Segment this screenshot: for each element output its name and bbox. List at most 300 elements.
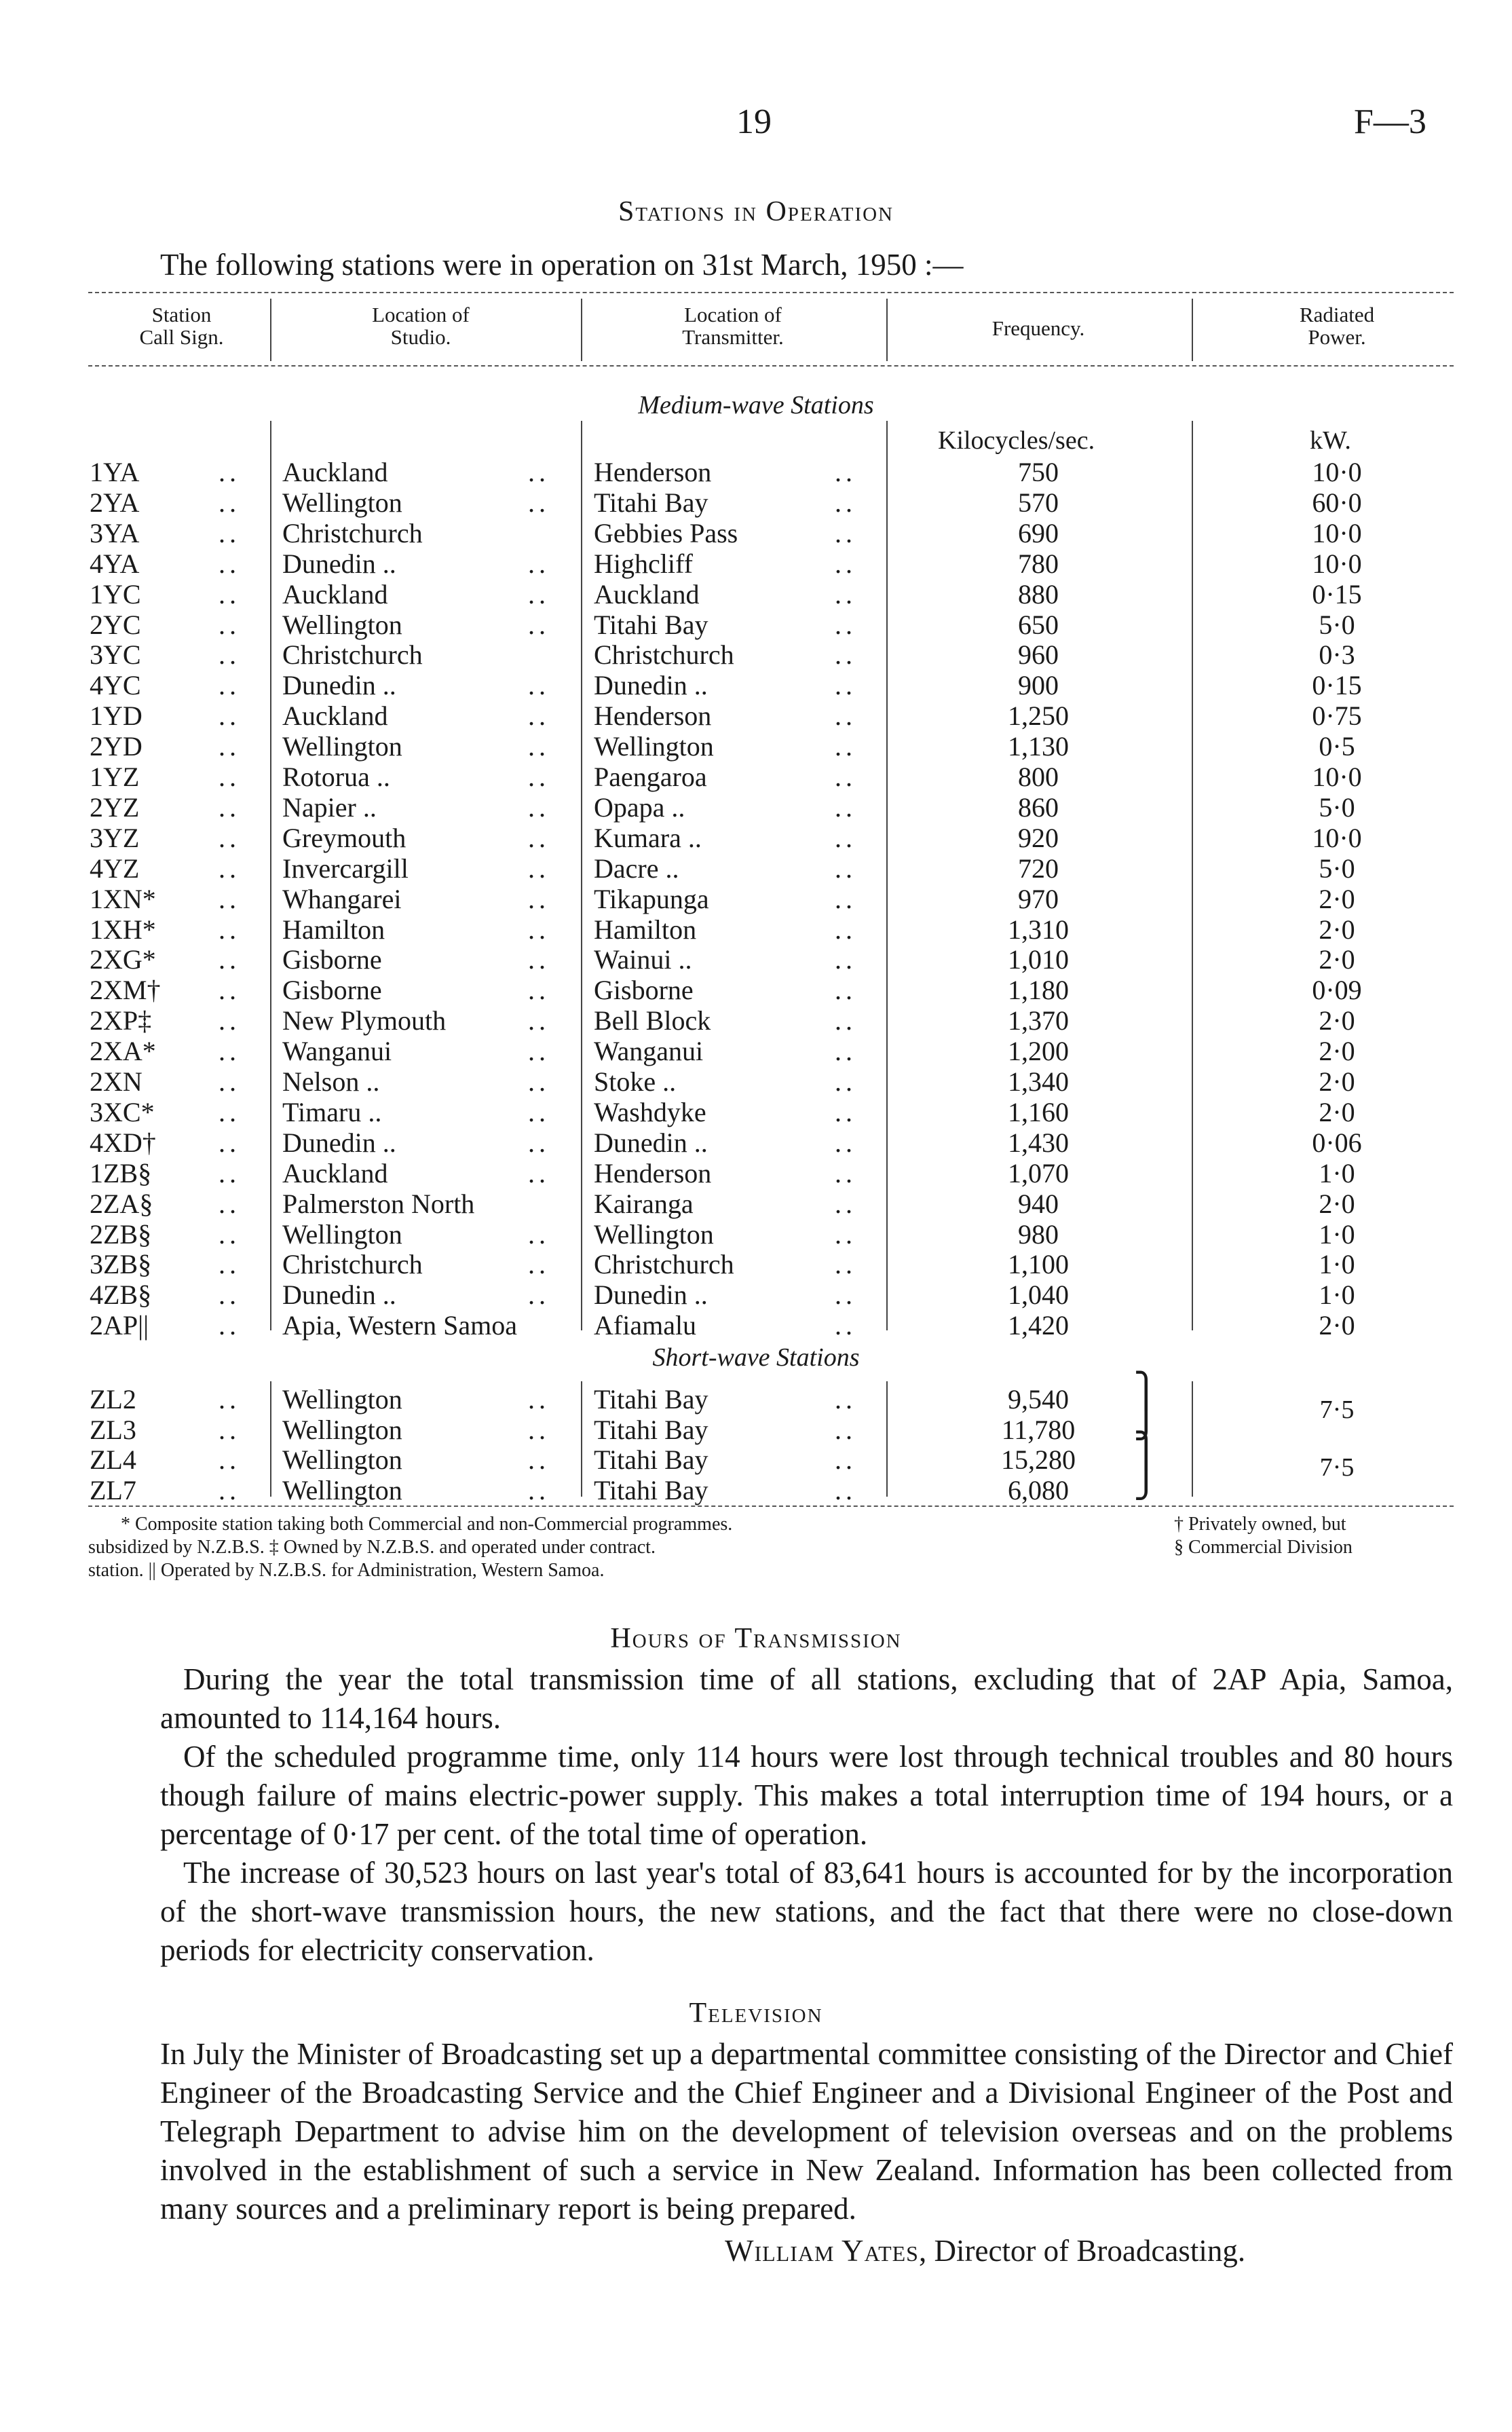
studio-location: Wellington xyxy=(282,1414,402,1445)
footnote-line: * Composite station taking both Commercial and non-Commercial programmes. xyxy=(121,1514,733,1535)
col-divider xyxy=(270,299,271,361)
table-bottom-rule xyxy=(88,1505,1454,1507)
frequency-value: 900 xyxy=(1018,670,1059,701)
studio-location: New Plymouth xyxy=(282,1005,447,1036)
transmitter-location: Henderson xyxy=(594,700,712,732)
leader-dots: .. xyxy=(528,731,550,762)
leader-dots: .. xyxy=(219,700,240,732)
leader-dots: .. xyxy=(835,1279,856,1311)
call-sign: ZL7 xyxy=(90,1474,136,1505)
leader-dots: .. xyxy=(528,1474,550,1505)
power-value: 0·3 xyxy=(1319,639,1355,671)
table-row xyxy=(0,1066,1512,1096)
frequency-value: 750 xyxy=(1018,457,1059,487)
leader-dots: .. xyxy=(835,1005,856,1036)
leader-dots: .. xyxy=(219,853,240,884)
call-sign: 1YA xyxy=(90,457,140,487)
col-header-transmitter-line2: Transmitter. xyxy=(682,324,784,349)
studio-location: Wanganui xyxy=(282,1036,392,1067)
leader-dots: .. xyxy=(528,609,550,640)
table-row xyxy=(0,730,1512,760)
leader-dots: .. xyxy=(528,548,550,579)
studio-location: Auckland xyxy=(282,1157,388,1189)
frequency-value: 570 xyxy=(1018,487,1059,518)
transmitter-location: Gebbies Pass xyxy=(594,517,738,548)
signature xyxy=(725,2233,1245,2268)
table-row xyxy=(0,974,1512,1004)
transmitter-location: Titahi Bay xyxy=(594,1474,708,1505)
leader-dots: .. xyxy=(219,1384,240,1415)
leader-dots: .. xyxy=(528,457,550,487)
hours-title: Hours of Transmission xyxy=(610,1623,902,1654)
table-row xyxy=(0,578,1512,608)
transmitter-location: Opapa .. xyxy=(594,791,685,823)
table-row xyxy=(0,548,1512,578)
brace-lower: ⎫ ⎭ xyxy=(1133,1432,1159,1499)
table-row xyxy=(0,1309,1512,1339)
transmitter-location: Dunedin .. xyxy=(594,670,708,701)
signature-title: , Director of Broadcasting. xyxy=(918,2234,1246,2268)
power-value: 10·0 xyxy=(1312,822,1362,853)
table-row xyxy=(0,456,1512,486)
studio-location: Whangarei xyxy=(282,883,402,914)
col-header-studio-line1: Location of xyxy=(372,303,470,326)
leader-dots: .. xyxy=(219,822,240,853)
call-sign: 3YZ xyxy=(90,822,140,853)
leader-dots: .. xyxy=(835,1127,856,1158)
footnote-line: † Privately owned, but xyxy=(1174,1514,1346,1535)
leader-dots: .. xyxy=(835,853,856,884)
col-divider xyxy=(886,299,888,361)
leader-dots: .. xyxy=(835,1474,856,1505)
col-header-power-line1: Radiated xyxy=(1299,303,1375,326)
leader-dots: .. xyxy=(835,1414,856,1445)
leader-dots: .. xyxy=(219,791,240,823)
call-sign: 3YA xyxy=(90,517,140,548)
power-value: 10·0 xyxy=(1312,548,1362,579)
leader-dots: .. xyxy=(835,822,856,853)
call-sign: 4XD† xyxy=(90,1127,156,1158)
power-value: 2·0 xyxy=(1319,1310,1355,1341)
frequency-value: 6,080 xyxy=(1008,1474,1069,1505)
frequency-value: 1,250 xyxy=(1008,700,1069,732)
transmitter-location: Titahi Bay xyxy=(594,1414,708,1445)
table-row xyxy=(0,761,1512,791)
frequency-value: 940 xyxy=(1018,1188,1059,1219)
call-sign: ZL3 xyxy=(90,1414,136,1445)
call-sign: 1YZ xyxy=(90,762,140,792)
call-sign: 2YA xyxy=(90,487,140,518)
table-row xyxy=(0,1035,1512,1065)
power-value: 1·0 xyxy=(1319,1218,1355,1250)
leader-dots: .. xyxy=(219,487,240,518)
leader-dots: .. xyxy=(219,548,240,579)
leader-dots: .. xyxy=(835,791,856,823)
leader-dots: .. xyxy=(835,1188,856,1219)
call-sign: 2YC xyxy=(90,609,141,640)
table-row xyxy=(0,517,1512,547)
leader-dots: .. xyxy=(219,914,240,945)
leader-dots: .. xyxy=(528,1249,550,1280)
frequency-value: 780 xyxy=(1018,548,1059,579)
leader-dots: .. xyxy=(528,944,550,975)
leader-dots: .. xyxy=(219,944,240,975)
leader-dots: .. xyxy=(835,762,856,792)
footnote-line: § Commercial Division xyxy=(1174,1537,1353,1558)
power-value: 2·0 xyxy=(1319,1036,1355,1067)
studio-location: Wellington xyxy=(282,1218,402,1250)
power-value: 1·0 xyxy=(1319,1279,1355,1311)
studio-location: Invercargill xyxy=(282,853,409,884)
transmitter-location: Afiamalu xyxy=(594,1310,697,1341)
power-value: 1·0 xyxy=(1319,1157,1355,1189)
medium-wave-label: Medium-wave Stations xyxy=(638,391,874,419)
leader-dots: .. xyxy=(219,1218,240,1250)
frequency-value: 1,200 xyxy=(1008,1036,1069,1067)
leader-dots: .. xyxy=(219,670,240,701)
leader-dots: .. xyxy=(528,1127,550,1158)
studio-location: Auckland xyxy=(282,457,388,487)
leader-dots: .. xyxy=(835,1384,856,1415)
leader-dots: .. xyxy=(219,1157,240,1189)
studio-location: Wellington xyxy=(282,1444,402,1475)
brace-upper: ⎫ ⎭ xyxy=(1133,1372,1159,1440)
television-body xyxy=(160,2035,1453,2228)
frequency-value: 800 xyxy=(1018,762,1059,792)
transmitter-location: Wellington xyxy=(594,731,714,762)
leader-dots: .. xyxy=(219,1066,240,1097)
leader-dots: .. xyxy=(835,639,856,671)
frequency-value: 960 xyxy=(1018,639,1059,671)
transmitter-location: Wanganui xyxy=(594,1036,704,1067)
leader-dots: .. xyxy=(835,1066,856,1097)
transmitter-location: Kairanga xyxy=(594,1188,694,1219)
leader-dots: .. xyxy=(528,487,550,518)
leader-dots: .. xyxy=(219,1005,240,1036)
frequency-value: 860 xyxy=(1018,791,1059,823)
call-sign: ZL4 xyxy=(90,1444,136,1475)
studio-location: Rotorua .. xyxy=(282,762,390,792)
leader-dots: .. xyxy=(835,487,856,518)
leader-dots: .. xyxy=(219,517,240,548)
frequency-value: 9,540 xyxy=(1008,1384,1069,1415)
studio-location: Dunedin .. xyxy=(282,670,396,701)
table-top-rule xyxy=(88,292,1454,293)
table-row xyxy=(0,609,1512,639)
studio-location: Nelson .. xyxy=(282,1066,380,1097)
power-value: 0·75 xyxy=(1312,700,1362,732)
hours-body xyxy=(160,1660,1453,1970)
leader-dots: .. xyxy=(219,975,240,1006)
power-value: 5·0 xyxy=(1319,791,1355,823)
studio-location: Timaru .. xyxy=(282,1096,382,1127)
call-sign: 2XM† xyxy=(90,975,161,1006)
television-title: Television xyxy=(689,1998,823,2029)
signature-name: William Yates xyxy=(725,2234,919,2268)
transmitter-location: Washdyke xyxy=(594,1096,706,1127)
page-reference: F—3 xyxy=(1354,102,1426,141)
col-header-call-line1: Station xyxy=(151,303,212,326)
leader-dots: .. xyxy=(528,1157,550,1189)
transmitter-location: Bell Block xyxy=(594,1005,711,1036)
studio-location: Gisborne xyxy=(282,975,382,1006)
table-row xyxy=(0,791,1512,821)
studio-location: Palmerston North xyxy=(282,1188,475,1219)
call-sign: ZL2 xyxy=(90,1384,136,1415)
transmitter-location: Stoke .. xyxy=(594,1066,677,1097)
frequency-value: 880 xyxy=(1018,578,1059,610)
table-row xyxy=(0,1096,1512,1126)
frequency-value: 1,180 xyxy=(1008,975,1069,1006)
leader-dots: .. xyxy=(219,1188,240,1219)
transmitter-location: Kumara .. xyxy=(594,822,702,853)
call-sign: 1YD xyxy=(90,700,143,732)
leader-dots: .. xyxy=(835,578,856,610)
leader-dots: .. xyxy=(528,1036,550,1067)
table-row xyxy=(0,943,1512,973)
studio-location: Apia, Western Samoa xyxy=(282,1310,517,1341)
frequency-value: 1,430 xyxy=(1008,1127,1069,1158)
call-sign: 3XC* xyxy=(90,1096,155,1127)
table-row xyxy=(0,1218,1512,1248)
power-value: 10·0 xyxy=(1312,762,1362,792)
leader-dots: .. xyxy=(528,762,550,792)
call-sign: 4ZB§ xyxy=(90,1279,152,1311)
leader-dots: .. xyxy=(835,548,856,579)
page-number: 19 xyxy=(736,102,772,141)
studio-location: Napier .. xyxy=(282,791,377,823)
transmitter-location: Hamilton xyxy=(594,914,697,945)
table-row xyxy=(0,883,1512,913)
power-value: 2·0 xyxy=(1319,944,1355,975)
leader-dots: .. xyxy=(835,670,856,701)
leader-dots: .. xyxy=(835,914,856,945)
frequency-value: 1,310 xyxy=(1008,914,1069,945)
col-header-frequency: Frequency. xyxy=(991,316,1085,340)
transmitter-location: Paengaroa xyxy=(594,762,707,792)
call-sign: 1XN* xyxy=(90,883,156,914)
power-value: 0·09 xyxy=(1312,975,1362,1006)
leader-dots: .. xyxy=(528,700,550,732)
studio-location: Auckland xyxy=(282,578,388,610)
transmitter-location: Wellington xyxy=(594,1218,714,1250)
leader-dots: .. xyxy=(835,1444,856,1475)
frequency-value: 720 xyxy=(1018,853,1059,884)
leader-dots: .. xyxy=(528,670,550,701)
call-sign: 2XA* xyxy=(90,1036,156,1067)
leader-dots: .. xyxy=(528,1218,550,1250)
col-header-power-line2: Power. xyxy=(1308,324,1366,349)
frequency-value: 1,100 xyxy=(1008,1249,1069,1280)
frequency-value: 690 xyxy=(1018,517,1059,548)
transmitter-location: Dunedin .. xyxy=(594,1279,708,1311)
leader-dots: .. xyxy=(219,1444,240,1475)
leader-dots: .. xyxy=(528,853,550,884)
leader-dots: .. xyxy=(528,1279,550,1311)
leader-dots: .. xyxy=(528,1384,550,1415)
col-header-studio xyxy=(271,304,570,348)
studio-location: Gisborne xyxy=(282,944,382,975)
leader-dots: .. xyxy=(528,914,550,945)
leader-dots: .. xyxy=(219,639,240,671)
transmitter-location: Titahi Bay xyxy=(594,487,708,518)
frequency-value: 15,280 xyxy=(1001,1444,1076,1475)
transmitter-location: Titahi Bay xyxy=(594,1384,708,1415)
frequency-value: 1,420 xyxy=(1008,1310,1069,1341)
power-value: 0·5 xyxy=(1319,731,1355,762)
call-sign: 1ZB§ xyxy=(90,1157,152,1189)
transmitter-location: Christchurch xyxy=(594,639,734,671)
power-value: 0·15 xyxy=(1312,670,1362,701)
leader-dots: .. xyxy=(219,1474,240,1505)
frequency-value: 1,370 xyxy=(1008,1005,1069,1036)
transmitter-location: Tikapunga xyxy=(594,883,709,914)
leader-dots: .. xyxy=(219,1249,240,1280)
frequency-value: 980 xyxy=(1018,1218,1059,1250)
call-sign: 4YC xyxy=(90,670,141,701)
call-sign: 2ZA§ xyxy=(90,1188,153,1219)
leader-dots: .. xyxy=(835,1218,856,1250)
leader-dots: .. xyxy=(835,1310,856,1341)
power-value: 2·0 xyxy=(1319,1096,1355,1127)
power-value: 60·0 xyxy=(1312,487,1362,518)
footnote-line: station. || Operated by N.Z.B.S. for Administration, Western Samoa. xyxy=(88,1560,605,1581)
frequency-value: 1,340 xyxy=(1008,1066,1069,1097)
studio-location: Dunedin .. xyxy=(282,1279,396,1311)
leader-dots: .. xyxy=(835,975,856,1006)
leader-dots: .. xyxy=(219,1127,240,1158)
call-sign: 2YZ xyxy=(90,791,140,823)
call-sign: 2XG* xyxy=(90,944,156,975)
transmitter-location: Titahi Bay xyxy=(594,609,708,640)
power-value: 2·0 xyxy=(1319,1188,1355,1219)
frequency-value: 1,010 xyxy=(1008,944,1069,975)
transmitter-location: Christchurch xyxy=(594,1249,734,1280)
table-header-rule xyxy=(88,365,1454,367)
short-wave-label: Short-wave Stations xyxy=(652,1343,860,1372)
footnote-line: subsidized by N.Z.B.S. ‡ Owned by N.Z.B.S. and operated under contract. xyxy=(88,1537,656,1558)
short-wave-power-2: 7·5 xyxy=(1319,1453,1355,1482)
call-sign: 1YC xyxy=(90,578,141,610)
frequency-value: 1,070 xyxy=(1008,1157,1069,1189)
leader-dots: .. xyxy=(835,517,856,548)
power-value: 0·15 xyxy=(1312,578,1362,610)
leader-dots: .. xyxy=(835,700,856,732)
leader-dots: .. xyxy=(528,1444,550,1475)
table-row xyxy=(0,669,1512,699)
studio-location: Wellington xyxy=(282,1474,402,1505)
leader-dots: .. xyxy=(219,1310,240,1341)
paragraph: Of the scheduled programme time, only 114 hours were lost through technical troubles and 80 hours though failure of mains electric-power supply. This makes a total interruption time of 194 hours, or a percentage of 0·17 per cent. of the total time of operation. xyxy=(160,1740,1453,1851)
leader-dots: .. xyxy=(219,457,240,487)
table-row xyxy=(0,1127,1512,1157)
leader-dots: .. xyxy=(528,883,550,914)
studio-location: Greymouth xyxy=(282,822,407,853)
leader-dots: .. xyxy=(528,1414,550,1445)
short-wave-power-1: 7·5 xyxy=(1319,1396,1355,1424)
studio-location: Hamilton xyxy=(282,914,385,945)
studio-location: Dunedin .. xyxy=(282,1127,396,1158)
col-divider xyxy=(581,299,582,361)
call-sign: 1XH* xyxy=(90,914,156,945)
col-header-call xyxy=(122,304,241,348)
table-row xyxy=(0,1248,1512,1278)
col-divider xyxy=(1192,299,1193,361)
leader-dots: .. xyxy=(528,1005,550,1036)
leader-dots: .. xyxy=(835,1249,856,1280)
studio-location: Christchurch xyxy=(282,639,423,671)
studio-location: Wellington xyxy=(282,609,402,640)
leader-dots: .. xyxy=(219,1096,240,1127)
leader-dots: .. xyxy=(528,975,550,1006)
col-header-call-line2: Call Sign. xyxy=(139,324,224,349)
call-sign: 3YC xyxy=(90,639,141,671)
power-value: 10·0 xyxy=(1312,517,1362,548)
studio-location: Christchurch xyxy=(282,1249,423,1280)
leader-dots: .. xyxy=(835,609,856,640)
studio-location: Wellington xyxy=(282,731,402,762)
power-unit: kW. xyxy=(1310,426,1351,455)
call-sign: 2XN xyxy=(90,1066,143,1097)
col-header-studio-line2: Studio. xyxy=(390,324,451,349)
leader-dots: .. xyxy=(528,1096,550,1127)
frequency-value: 1,130 xyxy=(1008,731,1069,762)
transmitter-location: Titahi Bay xyxy=(594,1444,708,1475)
transmitter-location: Auckland xyxy=(594,578,700,610)
studio-location: Wellington xyxy=(282,487,402,518)
leader-dots: .. xyxy=(835,1157,856,1189)
frequency-value: 970 xyxy=(1018,883,1059,914)
leader-dots: .. xyxy=(219,609,240,640)
studio-location: Auckland xyxy=(282,700,388,732)
call-sign: 2ZB§ xyxy=(90,1218,152,1250)
call-sign: 4YZ xyxy=(90,853,140,884)
table-row xyxy=(0,1157,1512,1187)
stations-title: Stations in Operation xyxy=(618,196,894,227)
leader-dots: .. xyxy=(219,578,240,610)
leader-dots: .. xyxy=(835,1036,856,1067)
transmitter-location: Gisborne xyxy=(594,975,694,1006)
table-row xyxy=(0,700,1512,730)
leader-dots: .. xyxy=(219,762,240,792)
table-row xyxy=(0,822,1512,852)
transmitter-location: Henderson xyxy=(594,457,712,487)
paragraph: In July the Minister of Broadcasting set up a departmental committee consisting of the Director and Chief Engineer of the Broadcasting Service and the Chief Engineer and a Divisional Engineer of the Post and Telegraph Department to advise him on the development of television overseas and on the problems involved in the establishment of such a service in New Zealand. Information has been collected from many sources and a preliminary report is being prepared. xyxy=(160,2037,1453,2226)
leader-dots: .. xyxy=(528,791,550,823)
power-value: 2·0 xyxy=(1319,1005,1355,1036)
leader-dots: .. xyxy=(219,1414,240,1445)
power-value: 2·0 xyxy=(1319,1066,1355,1097)
transmitter-location: Wainui .. xyxy=(594,944,692,975)
col-header-transmitter xyxy=(584,304,882,348)
power-value: 5·0 xyxy=(1319,609,1355,640)
power-value: 0·06 xyxy=(1312,1127,1362,1158)
transmitter-location: Highcliff xyxy=(594,548,693,579)
transmitter-location: Dunedin .. xyxy=(594,1127,708,1158)
paragraph: During the year the total transmission time of all stations, excluding that of 2AP Apia, Samoa, amounted to 114,164 hours. xyxy=(160,1662,1453,1735)
power-value: 1·0 xyxy=(1319,1249,1355,1280)
leader-dots: .. xyxy=(835,457,856,487)
call-sign: 2XP‡ xyxy=(90,1005,152,1036)
table-row xyxy=(0,853,1512,882)
studio-location: Wellington xyxy=(282,1384,402,1415)
table-row xyxy=(0,1188,1512,1218)
studio-location: Christchurch xyxy=(282,517,423,548)
table-row xyxy=(0,487,1512,517)
leader-dots: .. xyxy=(219,883,240,914)
leader-dots: .. xyxy=(835,944,856,975)
paragraph: The increase of 30,523 hours on last year's total of 83,641 hours is accounted for by the incorporation of the short-wave transmission hours, the new stations, and the fact that there were no close-down periods for electricity conservation. xyxy=(160,1856,1453,1967)
